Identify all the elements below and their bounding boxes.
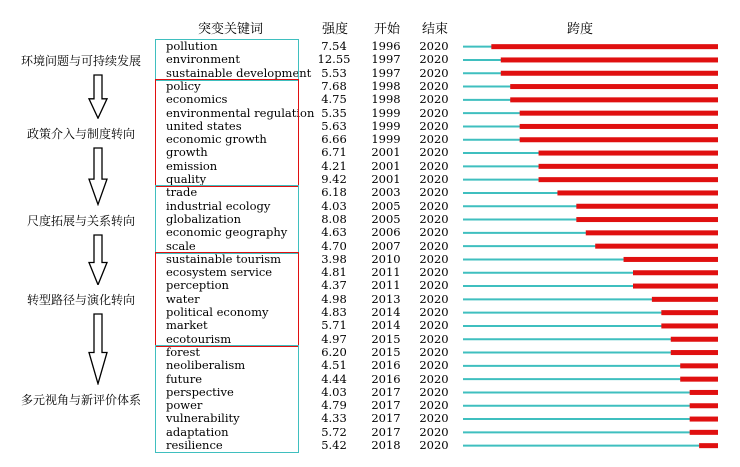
- strength-value: 5.63: [321, 118, 347, 133]
- end-year: 2020: [419, 438, 449, 452]
- burst-bar: [520, 137, 718, 142]
- keyword-label: perception: [166, 278, 229, 293]
- stage-label: 多元视角与新评价体系: [20, 393, 141, 408]
- strength-value: 3.98: [321, 251, 347, 266]
- burst-bar: [491, 44, 718, 49]
- end-year: 2020: [419, 118, 449, 133]
- strength-value: 4.21: [321, 158, 347, 173]
- burst-bar: [690, 417, 718, 422]
- begin-year: 2011: [371, 265, 401, 280]
- strength-value: 4.97: [321, 331, 347, 346]
- keyword-label: ecotourism: [166, 331, 232, 346]
- burst-bar: [510, 84, 718, 89]
- burst-bar: [671, 350, 718, 355]
- end-year: 2020: [419, 172, 449, 186]
- end-year: 2020: [419, 225, 449, 240]
- strength-value: 4.70: [321, 238, 347, 253]
- begin-year: 2010: [371, 251, 401, 266]
- stage-label: 环境问题与可持续发展: [20, 53, 141, 68]
- begin-year: 2003: [371, 185, 401, 200]
- end-year: 2020: [419, 331, 449, 346]
- begin-year: 2018: [371, 438, 401, 452]
- burst-bar: [557, 190, 718, 195]
- strength-value: 4.51: [321, 358, 347, 373]
- keyword-label: environmental regulation: [166, 105, 315, 120]
- burst-bar: [680, 363, 718, 368]
- keyword-label: neoliberalism: [166, 358, 246, 373]
- begin-year: 2014: [371, 318, 401, 333]
- burst-bar: [539, 177, 718, 182]
- begin-year: 2006: [371, 225, 401, 240]
- strength-value: 4.44: [321, 371, 347, 386]
- strength-value: 5.53: [321, 65, 347, 80]
- begin-year: 2005: [371, 198, 401, 213]
- header-begin: 开始: [374, 22, 401, 37]
- burst-bar: [576, 204, 718, 209]
- end-year: 2020: [419, 318, 449, 333]
- header-strength: 强度: [322, 22, 349, 37]
- burst-bar: [520, 124, 718, 129]
- end-year: 2020: [419, 265, 449, 280]
- end-year: 2020: [419, 39, 449, 53]
- strength-value: 12.55: [317, 52, 351, 67]
- keyword-label: future: [166, 371, 202, 386]
- burst-bar: [699, 443, 718, 448]
- burst-bar: [633, 270, 718, 275]
- end-year: 2020: [419, 398, 449, 413]
- strength-value: 4.03: [321, 384, 347, 399]
- end-year: 2020: [419, 344, 449, 359]
- begin-year: 2016: [371, 371, 401, 386]
- keyword-label: emission: [166, 158, 218, 173]
- strength-value: 4.63: [321, 225, 347, 240]
- begin-year: 2011: [371, 278, 401, 293]
- keyword-label: vulnerability: [166, 411, 240, 426]
- begin-year: 2013: [371, 291, 401, 306]
- end-year: 2020: [419, 305, 449, 319]
- burst-bar: [680, 377, 718, 382]
- burst-bar: [539, 151, 718, 156]
- strength-value: 4.37: [321, 278, 347, 293]
- end-year: 2020: [419, 424, 449, 439]
- end-year: 2020: [419, 251, 449, 266]
- header-keyword: 突变关键词: [198, 22, 264, 37]
- begin-year: 2001: [371, 145, 401, 160]
- end-year: 2020: [419, 238, 449, 253]
- keyword-label: forest: [166, 344, 201, 359]
- keyword-label: trade: [166, 185, 198, 200]
- strength-value: 5.42: [321, 438, 347, 452]
- end-year: 2020: [419, 52, 449, 67]
- stage-label: 转型路径与演化转向: [26, 293, 135, 308]
- end-year: 2020: [419, 358, 449, 373]
- keyword-label: market: [166, 318, 208, 333]
- keyword-label: united states: [166, 118, 242, 133]
- begin-year: 2017: [371, 398, 401, 413]
- end-year: 2020: [419, 92, 449, 107]
- strength-value: 4.83: [321, 305, 347, 319]
- strength-value: 5.35: [321, 105, 347, 120]
- keyword-label: sustainable tourism: [166, 251, 282, 266]
- begin-year: 1998: [371, 78, 401, 93]
- strength-value: 5.71: [321, 318, 347, 333]
- burst-bar: [539, 164, 718, 169]
- stage-label: 政策介入与制度转向: [26, 127, 135, 142]
- strength-value: 4.03: [321, 198, 347, 213]
- begin-year: 2015: [371, 331, 401, 346]
- strength-value: 6.71: [321, 145, 347, 160]
- keyword-label: growth: [166, 145, 208, 160]
- begin-year: 1998: [371, 92, 401, 107]
- keyword-label: economic growth: [166, 132, 267, 147]
- strength-value: 4.79: [321, 398, 347, 413]
- keyword-label: adaptation: [166, 424, 229, 439]
- end-year: 2020: [419, 211, 449, 226]
- burst-bar: [595, 244, 718, 249]
- keyword-label: quality: [166, 172, 207, 186]
- keyword-label: power: [166, 398, 203, 413]
- begin-year: 1999: [371, 105, 401, 120]
- end-year: 2020: [419, 411, 449, 426]
- keyword-label: globalization: [166, 211, 242, 226]
- begin-year: 2001: [371, 158, 401, 173]
- strength-value: 6.18: [321, 185, 347, 200]
- keyword-label: sustainable development: [166, 65, 312, 80]
- keyword-label: political economy: [166, 305, 269, 319]
- burst-bar: [501, 71, 718, 76]
- end-year: 2020: [419, 145, 449, 160]
- burst-bar: [633, 284, 718, 289]
- begin-year: 2016: [371, 358, 401, 373]
- burst-bar: [520, 111, 718, 116]
- begin-year: 2005: [371, 211, 401, 226]
- strength-value: 4.33: [321, 411, 347, 426]
- begin-year: 2017: [371, 411, 401, 426]
- strength-value: 7.54: [321, 39, 347, 53]
- burst-bar: [501, 57, 718, 62]
- begin-year: 2017: [371, 384, 401, 399]
- burst-bar: [661, 323, 718, 328]
- keyword-label: resilience: [166, 438, 223, 452]
- begin-year: 1999: [371, 118, 401, 133]
- keyword-label: industrial ecology: [166, 198, 271, 213]
- burst-bar: [690, 403, 718, 408]
- begin-year: 2015: [371, 344, 401, 359]
- strength-value: 6.20: [321, 344, 347, 359]
- keyword-label: economic geography: [166, 225, 288, 240]
- burst-bar: [576, 217, 718, 222]
- keyword-label: policy: [166, 78, 201, 93]
- strength-value: 4.98: [321, 291, 347, 306]
- keyword-label: environment: [166, 52, 240, 67]
- burst-bar: [586, 230, 718, 235]
- burst-bar: [661, 310, 718, 315]
- end-year: 2020: [419, 185, 449, 200]
- begin-year: 1997: [371, 52, 401, 67]
- burst-bar: [690, 430, 718, 435]
- burst-bar: [690, 390, 718, 395]
- header-span: 跨度: [567, 22, 594, 37]
- end-year: 2020: [419, 132, 449, 147]
- strength-value: 8.08: [321, 211, 347, 226]
- keyword-label: perspective: [166, 384, 234, 399]
- keyword-label: ecosystem service: [166, 265, 273, 280]
- burst-bar: [671, 337, 718, 342]
- burst-bar: [510, 97, 718, 102]
- begin-year: 1999: [371, 132, 401, 147]
- keyword-label: pollution: [166, 39, 218, 53]
- burst-bar: [624, 257, 718, 262]
- keyword-label: scale: [166, 238, 196, 253]
- end-year: 2020: [419, 158, 449, 173]
- end-year: 2020: [419, 291, 449, 306]
- begin-year: 1997: [371, 65, 401, 80]
- strength-value: 7.68: [321, 78, 347, 93]
- strength-value: 9.42: [321, 172, 347, 186]
- end-year: 2020: [419, 78, 449, 93]
- end-year: 2020: [419, 371, 449, 386]
- stage-label: 尺度拓展与关系转向: [26, 213, 135, 228]
- begin-year: 2014: [371, 305, 401, 319]
- end-year: 2020: [419, 278, 449, 293]
- end-year: 2020: [419, 384, 449, 399]
- header-end: 结束: [422, 22, 449, 37]
- strength-value: 6.66: [321, 132, 347, 147]
- begin-year: 1996: [371, 39, 401, 53]
- strength-value: 4.75: [321, 92, 347, 107]
- strength-value: 5.72: [321, 424, 347, 439]
- end-year: 2020: [419, 105, 449, 120]
- keyword-label: water: [166, 291, 200, 306]
- end-year: 2020: [419, 198, 449, 213]
- begin-year: 2017: [371, 424, 401, 439]
- begin-year: 2007: [371, 238, 401, 253]
- strength-value: 4.81: [321, 265, 347, 280]
- end-year: 2020: [419, 65, 449, 80]
- burst-bar: [652, 297, 718, 302]
- begin-year: 2001: [371, 172, 401, 186]
- keyword-label: economics: [166, 92, 228, 107]
